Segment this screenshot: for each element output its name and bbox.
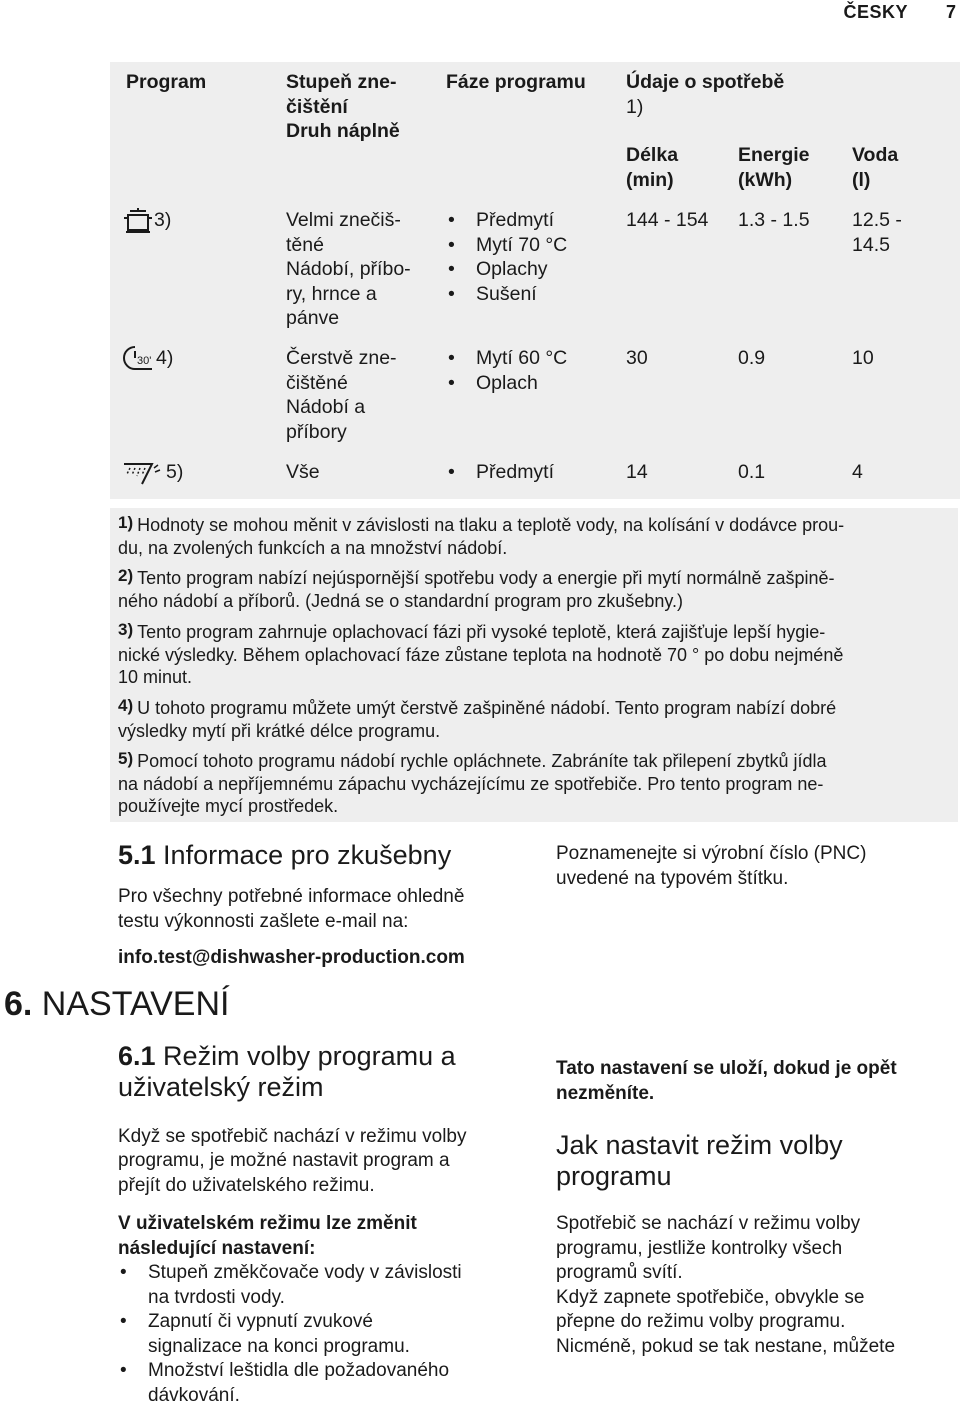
footnote-2: 2) Tento program nabízí nejúspornější spotřebu vody a energie při mytí normálně zašpině- ného nádobí a příborů. (Jedná se o standardní program pro zkušebny.) bbox=[118, 566, 835, 611]
list-item: • Oplach bbox=[446, 371, 567, 396]
header-phase: Fáze programu bbox=[446, 71, 586, 93]
svg-text:30': 30' bbox=[137, 355, 152, 367]
program-mode-body: Spotřebič se nachází v režimu volby programu, jestliže kontrolky všech programů svítí. Když zapnete spotřebiče, obvykle se přepne do režimu volby programu. Nicméně, pokud se tak nestane, můžete bbox=[556, 1213, 896, 1357]
footnote-4: 4) U tohoto programu můžete umýt čerstvě zašpiněné nádobí. Tento program nabízí dobré výsledky mytí při krátké délce programu. bbox=[118, 696, 837, 741]
left-column bbox=[118, 830, 538, 1408]
footnote-3: 3) Tento program zahrnuje oplachovací fázi při vysoké teplotě, která zajišťuje lepší hygie- nické výsledky. Během oplachovací fáze zůstane teplota na hodnotě 70 ° po dobu nejméně 10 minut. bbox=[118, 620, 844, 687]
settings-list bbox=[118, 1261, 538, 1408]
list-item: • Množství leštidla dle požadovaného dávkování. bbox=[118, 1359, 538, 1408]
timer-30-icon bbox=[122, 345, 156, 371]
section-6-1-body: Když se spotřebič nachází v režimu volby programu, je možné nastavit program a přejít do uživatelského režimu. bbox=[118, 1125, 467, 1196]
right-column bbox=[556, 830, 956, 1359]
pnc-note: Poznamenejte si výrobní číslo (PNC) uvedené na typovém štítku. bbox=[556, 843, 867, 889]
program-mode-subheading: Jak nastavit režim volby programu bbox=[556, 1130, 843, 1191]
row1-water: 12.5 - 14.5 bbox=[852, 209, 902, 256]
row2-note: 4) bbox=[156, 347, 174, 369]
pot-icon bbox=[124, 208, 154, 234]
header-consumption: Údaje o spotřebě 1) bbox=[626, 71, 785, 118]
chapter-6-heading: 6. NASTAVENÍ bbox=[4, 985, 230, 1023]
list-item: • Oplachy bbox=[446, 257, 567, 282]
row2-energy: 0.9 bbox=[738, 347, 766, 369]
section-5-1-body: Pro všechny potřebné informace ohledně testu výkonnosti zašlete e-mail na: bbox=[118, 886, 465, 932]
list-item: • Předmytí bbox=[446, 460, 554, 485]
footnotes bbox=[110, 508, 958, 822]
rinse-spray-icon bbox=[122, 460, 162, 486]
list-item: • Sušení bbox=[446, 282, 567, 307]
row1-note: 3) bbox=[154, 209, 172, 231]
row1-duration: 144 - 154 bbox=[626, 209, 709, 231]
list-item: • Předmytí bbox=[446, 208, 567, 233]
row2-soil: Čerstvě zne- čištěné Nádobí a příbory bbox=[286, 347, 397, 443]
list-item: • Mytí 60 °C bbox=[446, 346, 567, 371]
row3-energy: 0.1 bbox=[738, 461, 766, 483]
header-water: Voda (l) bbox=[852, 144, 899, 191]
footnote-1: 1) Hodnoty se mohou měnit v závislosti na tlaku a teplotě vody, na kolísání v dodávce prou- du, na zvolených funkcích a na množství nádobí. bbox=[118, 513, 845, 558]
header-language: ČESKY bbox=[843, 2, 908, 22]
page-number: 7 bbox=[945, 2, 956, 22]
header-energy: Energie (kWh) bbox=[738, 144, 810, 191]
test-email[interactable]: info.test@dishwasher-production.com bbox=[118, 947, 465, 968]
row2-water: 10 bbox=[852, 347, 874, 369]
row3-duration: 14 bbox=[626, 461, 648, 483]
page-header bbox=[0, 0, 960, 24]
row2-duration: 30 bbox=[626, 347, 648, 369]
list-item: • Mytí 70 °C bbox=[446, 233, 567, 258]
row3-soil: Vše bbox=[286, 461, 320, 483]
section-6-1-title: 6.1 Režim volby programu a uživatelský režim bbox=[118, 1040, 456, 1102]
header-duration: Délka (min) bbox=[626, 144, 679, 191]
row3-water: 4 bbox=[852, 461, 863, 483]
saved-settings-note: Tato nastavení se uloží, dokud je opět nezměníte. bbox=[556, 1058, 897, 1104]
row3-note: 5) bbox=[166, 461, 184, 483]
header-program: Program bbox=[126, 71, 207, 93]
program-table bbox=[110, 62, 960, 499]
list-item: • Stupeň změkčovače vody v závislosti na tvrdosti vody. bbox=[118, 1261, 538, 1310]
footnote-5: 5) Pomocí tohoto programu nádobí rychle opláchnete. Zabráníte tak přilepení zbytků jídla na nádobí a nepříjemnému zápachu vycházejícímu ze spotřebiče. Pro tento program ne- používejte mycí prostředek. bbox=[118, 749, 827, 816]
list-item: • Zapnutí či vypnutí zvukové signalizace na konci programu. bbox=[118, 1310, 538, 1359]
row1-phases bbox=[446, 208, 567, 306]
header-soil-level: Stupeň zne- čištění Druh náplně bbox=[286, 71, 400, 142]
settings-list-intro: V uživatelském režimu lze změnit následující nastavení: bbox=[118, 1213, 417, 1259]
row1-energy: 1.3 - 1.5 bbox=[738, 209, 810, 231]
section-5-1-title: 5.1 Informace pro zkušebny bbox=[118, 840, 452, 870]
row1-soil: Velmi znečiš- těné Nádobí, příbo- ry, hrnce a pánve bbox=[286, 209, 411, 329]
row3-phases bbox=[446, 460, 554, 485]
row2-phases bbox=[446, 346, 567, 395]
